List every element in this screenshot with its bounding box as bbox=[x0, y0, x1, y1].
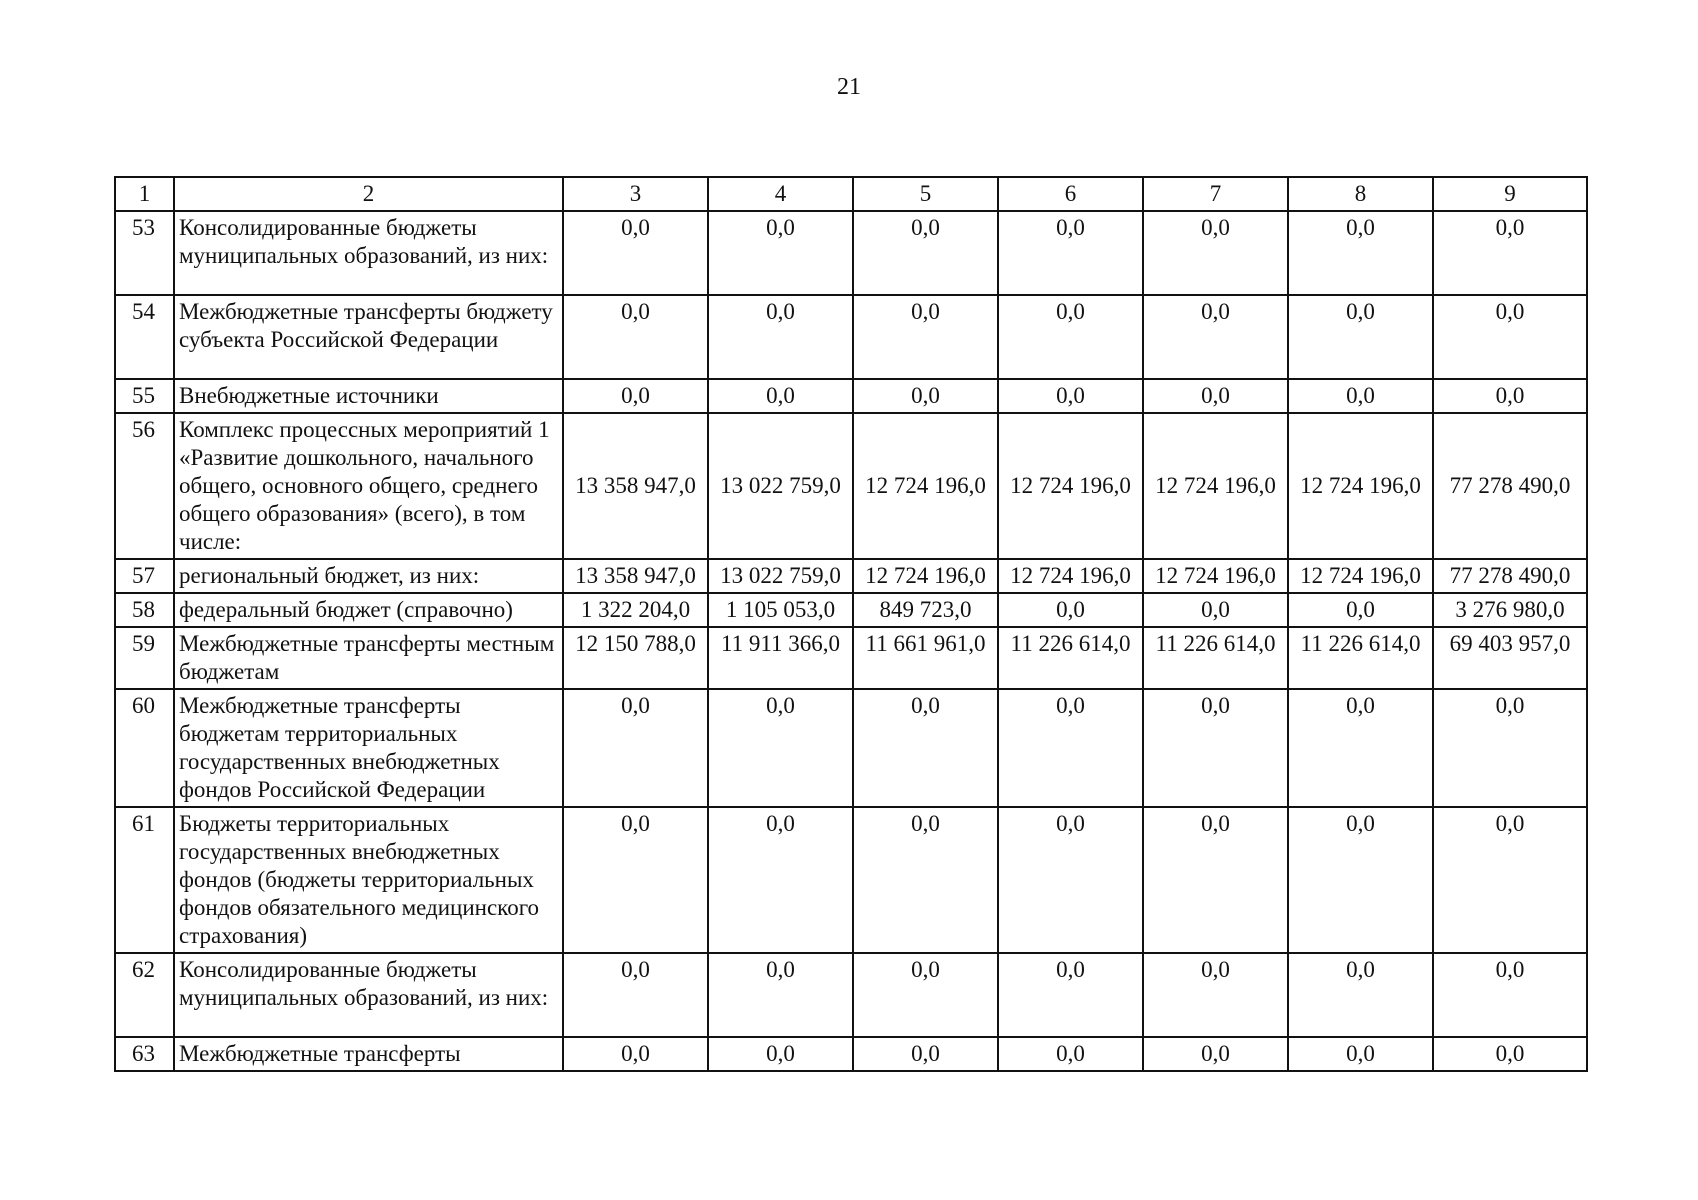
row-value: 12 724 196,0 bbox=[998, 413, 1143, 559]
row-number: 63 bbox=[115, 1037, 174, 1071]
table-row bbox=[115, 807, 1587, 953]
column-header: 5 bbox=[853, 177, 998, 211]
row-value: 0,0 bbox=[1288, 593, 1433, 627]
row-label: Межбюджетные трансферты бюджету субъекта Российской Федерации bbox=[174, 295, 563, 379]
row-value: 1 105 053,0 bbox=[708, 593, 853, 627]
row-value: 3 276 980,0 bbox=[1433, 593, 1587, 627]
row-value: 0,0 bbox=[708, 807, 853, 953]
row-value: 0,0 bbox=[853, 379, 998, 413]
row-label: Консолидированные бюджеты муниципальных образований, из них: bbox=[174, 211, 563, 295]
row-value: 0,0 bbox=[1433, 211, 1587, 295]
row-value: 12 724 196,0 bbox=[1143, 413, 1288, 559]
row-value: 0,0 bbox=[708, 1037, 853, 1071]
row-value: 0,0 bbox=[853, 807, 998, 953]
column-header: 1 bbox=[115, 177, 174, 211]
row-value: 13 022 759,0 bbox=[708, 559, 853, 593]
row-value: 0,0 bbox=[1433, 953, 1587, 1037]
table-row bbox=[115, 211, 1587, 295]
row-value: 13 358 947,0 bbox=[563, 413, 708, 559]
row-value: 0,0 bbox=[708, 379, 853, 413]
row-label: Межбюджетные трансферты bbox=[174, 1037, 563, 1071]
row-value: 11 226 614,0 bbox=[1143, 627, 1288, 689]
table-row bbox=[115, 593, 1587, 627]
row-value: 69 403 957,0 bbox=[1433, 627, 1587, 689]
row-value: 13 358 947,0 bbox=[563, 559, 708, 593]
row-value: 0,0 bbox=[998, 379, 1143, 413]
column-header: 2 bbox=[174, 177, 563, 211]
row-number: 60 bbox=[115, 689, 174, 807]
row-value: 12 724 196,0 bbox=[998, 559, 1143, 593]
row-label: Межбюджетные трансферты бюджетам территориальных государственных внебюджетных фондов Российской Федерации bbox=[174, 689, 563, 807]
table-row bbox=[115, 953, 1587, 1037]
row-value: 0,0 bbox=[998, 689, 1143, 807]
row-label: Межбюджетные трансферты местным бюджетам bbox=[174, 627, 563, 689]
table-row bbox=[115, 559, 1587, 593]
column-header: 3 bbox=[563, 177, 708, 211]
table-row bbox=[115, 1037, 1587, 1071]
column-header: 7 bbox=[1143, 177, 1288, 211]
row-value: 13 022 759,0 bbox=[708, 413, 853, 559]
row-value: 0,0 bbox=[1143, 295, 1288, 379]
row-value: 0,0 bbox=[853, 295, 998, 379]
row-value: 11 226 614,0 bbox=[998, 627, 1143, 689]
row-value: 0,0 bbox=[853, 689, 998, 807]
row-number: 55 bbox=[115, 379, 174, 413]
row-value: 0,0 bbox=[1288, 953, 1433, 1037]
table-row bbox=[115, 413, 1587, 559]
row-value: 0,0 bbox=[1143, 807, 1288, 953]
row-value: 0,0 bbox=[1143, 1037, 1288, 1071]
column-header: 4 bbox=[708, 177, 853, 211]
row-value: 0,0 bbox=[998, 1037, 1143, 1071]
row-value: 1 322 204,0 bbox=[563, 593, 708, 627]
row-value: 0,0 bbox=[563, 295, 708, 379]
row-number: 61 bbox=[115, 807, 174, 953]
row-value: 11 661 961,0 bbox=[853, 627, 998, 689]
column-header: 9 bbox=[1433, 177, 1587, 211]
row-value: 12 150 788,0 bbox=[563, 627, 708, 689]
row-value: 12 724 196,0 bbox=[853, 559, 998, 593]
table-row bbox=[115, 689, 1587, 807]
row-value: 0,0 bbox=[1433, 379, 1587, 413]
row-value: 77 278 490,0 bbox=[1433, 559, 1587, 593]
row-value: 12 724 196,0 bbox=[853, 413, 998, 559]
row-value: 0,0 bbox=[998, 295, 1143, 379]
column-header: 8 bbox=[1288, 177, 1433, 211]
row-value: 0,0 bbox=[563, 807, 708, 953]
row-number: 59 bbox=[115, 627, 174, 689]
row-value: 0,0 bbox=[1143, 689, 1288, 807]
row-value: 0,0 bbox=[1143, 379, 1288, 413]
row-number: 57 bbox=[115, 559, 174, 593]
row-label: Внебюджетные источники bbox=[174, 379, 563, 413]
row-value: 0,0 bbox=[1143, 211, 1288, 295]
row-value: 0,0 bbox=[1288, 689, 1433, 807]
row-value: 0,0 bbox=[1143, 953, 1288, 1037]
row-value: 0,0 bbox=[998, 953, 1143, 1037]
row-label: региональный бюджет, из них: bbox=[174, 559, 563, 593]
row-value: 0,0 bbox=[853, 1037, 998, 1071]
row-value: 0,0 bbox=[1288, 807, 1433, 953]
row-value: 0,0 bbox=[998, 211, 1143, 295]
row-value: 12 724 196,0 bbox=[1288, 559, 1433, 593]
row-value: 0,0 bbox=[1288, 379, 1433, 413]
row-label: федеральный бюджет (справочно) bbox=[174, 593, 563, 627]
row-value: 0,0 bbox=[563, 689, 708, 807]
row-value: 0,0 bbox=[563, 1037, 708, 1071]
row-value: 0,0 bbox=[1433, 1037, 1587, 1071]
row-value: 11 226 614,0 bbox=[1288, 627, 1433, 689]
row-label: Комплекс процессных мероприятий 1 «Развитие дошкольного, начального общего, основного общего, среднего общего образования» (всего), в том числе: bbox=[174, 413, 563, 559]
row-value: 0,0 bbox=[998, 593, 1143, 627]
row-value: 0,0 bbox=[1433, 807, 1587, 953]
row-number: 58 bbox=[115, 593, 174, 627]
table-header-row bbox=[115, 177, 1587, 211]
row-value: 0,0 bbox=[853, 211, 998, 295]
budget-table bbox=[114, 176, 1588, 1072]
row-value: 0,0 bbox=[998, 807, 1143, 953]
row-value: 0,0 bbox=[563, 379, 708, 413]
row-value: 77 278 490,0 bbox=[1433, 413, 1587, 559]
row-value: 0,0 bbox=[1288, 1037, 1433, 1071]
row-value: 0,0 bbox=[563, 953, 708, 1037]
row-number: 62 bbox=[115, 953, 174, 1037]
row-value: 0,0 bbox=[1433, 295, 1587, 379]
row-value: 0,0 bbox=[1288, 295, 1433, 379]
row-value: 849 723,0 bbox=[853, 593, 998, 627]
row-value: 0,0 bbox=[708, 953, 853, 1037]
row-number: 53 bbox=[115, 211, 174, 295]
table-row bbox=[115, 627, 1587, 689]
row-label: Консолидированные бюджеты муниципальных образований, из них: bbox=[174, 953, 563, 1037]
row-label: Бюджеты территориальных государственных внебюджетных фондов (бюджеты территориальных фондов обязательного медицинского страхования) bbox=[174, 807, 563, 953]
row-value: 11 911 366,0 bbox=[708, 627, 853, 689]
row-number: 54 bbox=[115, 295, 174, 379]
row-number: 56 bbox=[115, 413, 174, 559]
table-row bbox=[115, 295, 1587, 379]
table-row bbox=[115, 379, 1587, 413]
row-value: 0,0 bbox=[708, 211, 853, 295]
row-value: 12 724 196,0 bbox=[1288, 413, 1433, 559]
row-value: 0,0 bbox=[853, 953, 998, 1037]
row-value: 0,0 bbox=[1288, 211, 1433, 295]
row-value: 12 724 196,0 bbox=[1143, 559, 1288, 593]
row-value: 0,0 bbox=[708, 295, 853, 379]
row-value: 0,0 bbox=[1433, 689, 1587, 807]
row-value: 0,0 bbox=[563, 211, 708, 295]
column-header: 6 bbox=[998, 177, 1143, 211]
row-value: 0,0 bbox=[1143, 593, 1288, 627]
page-number: 21 bbox=[837, 74, 861, 100]
row-value: 0,0 bbox=[708, 689, 853, 807]
